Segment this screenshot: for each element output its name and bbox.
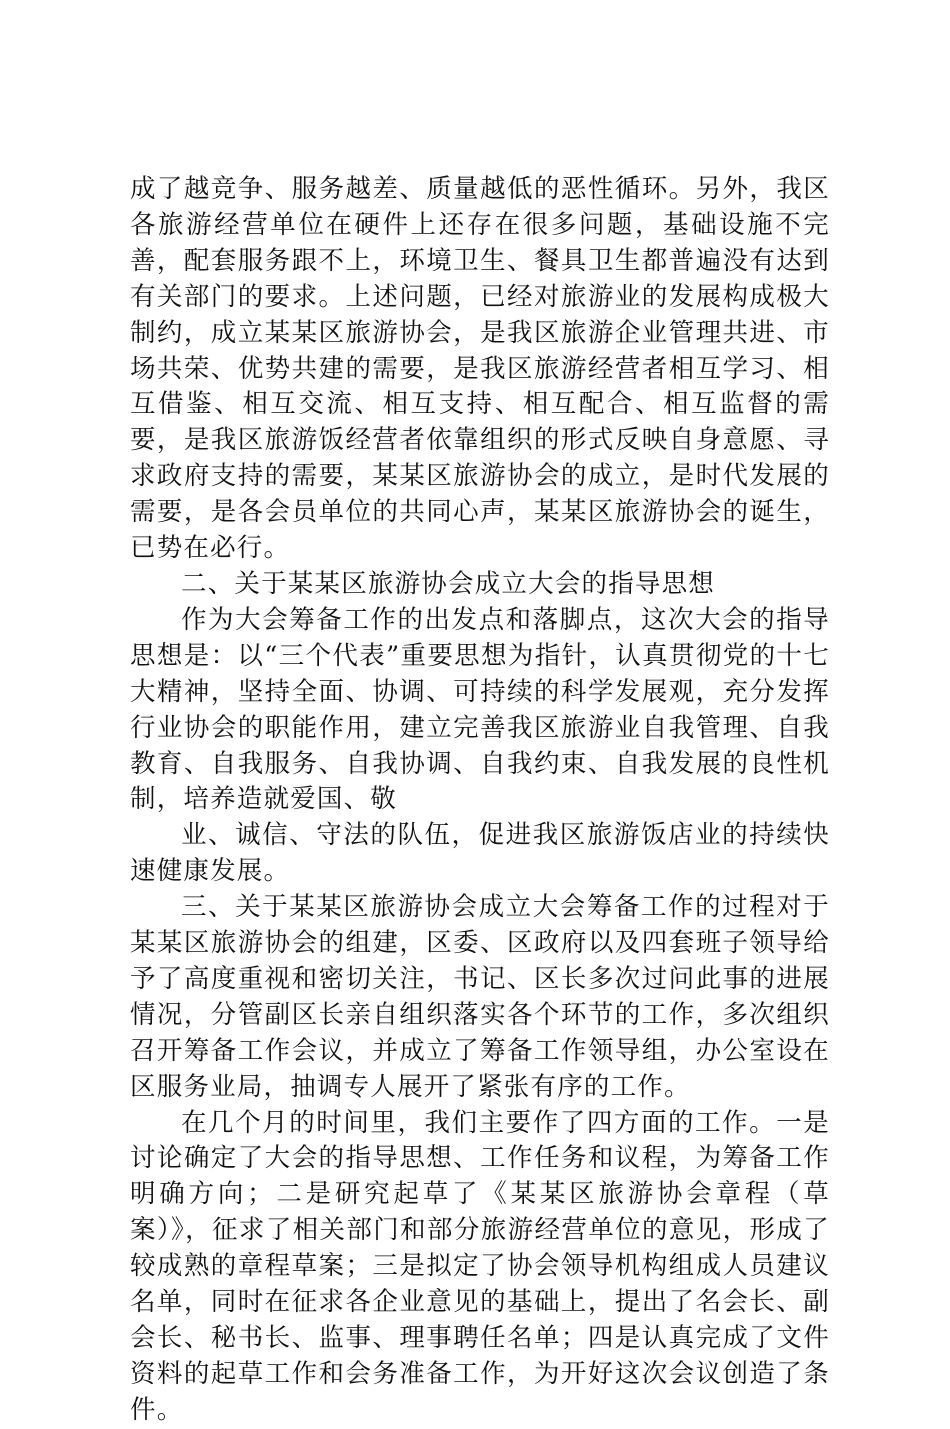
paragraph-guiding-ideology-continued: 业、诚信、守法的队伍，促进我区旅游饭店业的持续快速健康发展。: [130, 820, 830, 887]
paragraph-preparation-work: 在几个月的时间里，我们主要作了四方面的工作。一是讨论确定了大会的指导思想、工作任务和议程，为筹备工作明确方向；二是研究起草了《某某区旅游协会章程（草案）》，征求了相关部门和部分旅游经营单位的意见，形成了较成熟的章程草案；三是拟定了协会领导机构组成人员建议名单，同时在征求各企业意见的基础上，提出了名会长、副会长、秘书长、监事、理事聘任名单；四是认真完成了文件资料的起草工作和会务准备工作，为开好这次会议创造了条件。: [130, 1107, 830, 1425]
document-body: [130, 172, 830, 1429]
section-heading-guiding-ideology: 二、关于某某区旅游协会成立大会的指导思想: [181, 568, 716, 599]
section-heading-preparation-process: 三、关于某某区旅游协会成立大会筹备工作的过程对于某某区旅游协会的组建，区委、区政府以及四套班子领导给予了高度重视和密切关注，书记、区长多次过问此事的进展情况，分管副区长亲自组织落实各个环节的工作，多次组织召开筹备工作会议，并成立了筹备工作领导组，办公室设在区服务业局，抽调专人展开了紧张有序的工作。: [130, 892, 830, 1102]
paragraph-guiding-ideology: 作为大会筹备工作的出发点和落脚点，这次大会的指导思想是：以“三个代表”重要思想为指针，认真贯彻党的十七大精神，坚持全面、协调、可持续的科学发展观，充分发挥行业协会的职能作用，建立完善我区旅游业自我管理、自我教育、自我服务、自我协调、自我约束、自我发展的良性机制，培养造就爱国、敬: [130, 604, 830, 815]
paragraph-tourism-problems: 成了越竞争、服务越差、质量越低的恶性循环。另外，我区各旅游经营单位在硬件上还存在很多问题，基础设施不完善，配套服务跟不上，环境卫生、餐具卫生都普遍没有达到有关部门的要求。上述问题，已经对旅游业的发展构成极大制约，成立某某区旅游协会，是我区旅游企业管理共进、市场共荣、优势共建的需要，是我区旅游经营者相互学习、相互借鉴、相互交流、相互支持、相互配合、相互监督的需要，是我区旅游饭经营者依靠组织的形式反映自身意愿、寻求政府支持的需要，某某区旅游协会的成立，是时代发展的需要，是各会员单位的共同心声，某某区旅游协会的诞生，已势在必行。: [130, 174, 830, 564]
